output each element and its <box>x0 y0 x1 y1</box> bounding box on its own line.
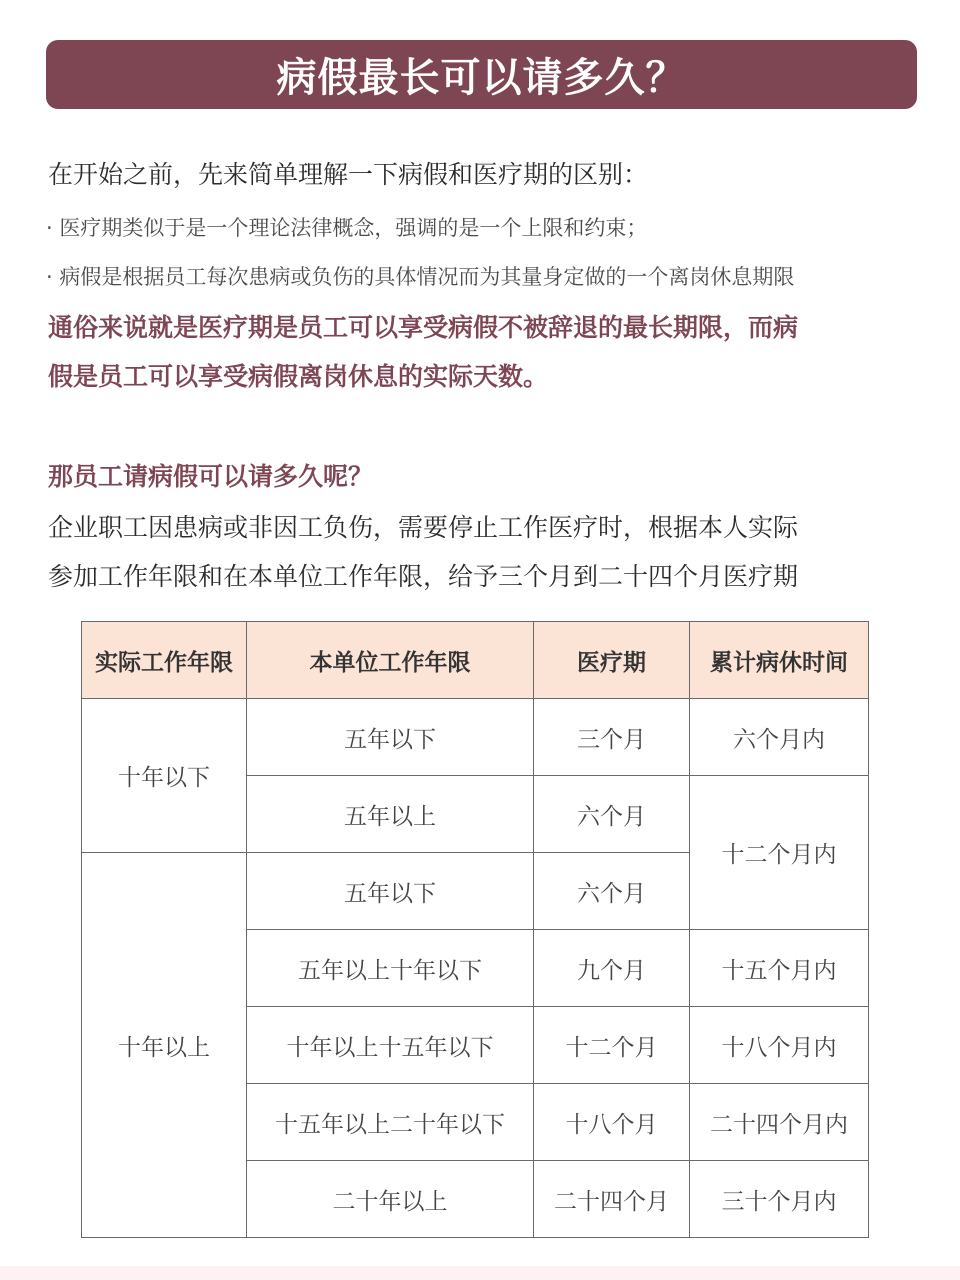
group-over-ten: 十年以上 <box>82 853 247 1238</box>
cell-unit-years: 十年以上十五年以下 <box>247 1007 534 1084</box>
cell-total-sick-time: 六个月内 <box>690 699 869 776</box>
cell-unit-years: 十五年以上二十年以下 <box>247 1084 534 1161</box>
answer-line-2: 参加工作年限和在本单位工作年限，给予三个月到二十四个月医疗期 <box>48 562 799 591</box>
cell-medical-period: 十二个月 <box>534 1007 690 1084</box>
cell-total-sick-time: 三十个月内 <box>690 1161 869 1238</box>
cell-unit-years: 五年以下 <box>247 853 534 930</box>
cell-unit-years: 五年以下 <box>247 699 534 776</box>
cell-medical-period: 二十四个月 <box>534 1161 690 1238</box>
bullet-sick-leave: · 病假是根据员工每次患病或负伤的具体情况而为其量身定做的一个离岗休息期限 <box>46 265 795 289</box>
cell-medical-period: 三个月 <box>534 699 690 776</box>
cell-medical-period: 六个月 <box>534 776 690 853</box>
cell-total-sick-time: 二十四个月内 <box>690 1084 869 1161</box>
header-medical-period: 医疗期 <box>534 622 690 699</box>
group-under-ten: 十年以下 <box>82 699 247 853</box>
cell-unit-years: 五年以上十年以下 <box>247 930 534 1007</box>
header-total-sick-time: 累计病休时间 <box>690 622 869 699</box>
cell-unit-years: 五年以上 <box>247 776 534 853</box>
table-row <box>82 699 869 776</box>
emphasis-line-1: 通俗来说就是医疗期是员工可以享受病假不被辞退的最长期限，而病 <box>48 313 799 342</box>
medical-period-table <box>81 621 869 1238</box>
cell-total-sick-time: 十二个月内 <box>690 776 869 930</box>
title-banner <box>46 40 917 109</box>
cell-total-sick-time: 十五个月内 <box>690 930 869 1007</box>
emphasis-line-2: 假是员工可以享受病假离岗休息的实际天数。 <box>48 362 549 391</box>
table-header-row <box>82 622 869 699</box>
bullet-medical-period: · 医疗期类似于是一个理论法律概念，强调的是一个上限和约束； <box>46 216 648 240</box>
cell-unit-years: 二十年以上 <box>247 1161 534 1238</box>
answer-line-1: 企业职工因患病或非因工负伤，需要停止工作医疗时，根据本人实际 <box>48 513 799 542</box>
cell-medical-period: 十八个月 <box>534 1084 690 1161</box>
header-actual-years: 实际工作年限 <box>82 622 247 699</box>
header-unit-years: 本单位工作年限 <box>247 622 534 699</box>
bottom-strip <box>0 1266 960 1280</box>
cell-medical-period: 九个月 <box>534 930 690 1007</box>
intro-text: 在开始之前，先来简单理解一下病假和医疗期的区别： <box>48 160 649 189</box>
cell-medical-period: 六个月 <box>534 853 690 930</box>
page-title: 病假最长可以请多久？ <box>276 55 687 101</box>
cell-total-sick-time: 十八个月内 <box>690 1007 869 1084</box>
section-question: 那员工请病假可以请多久呢？ <box>48 462 374 491</box>
